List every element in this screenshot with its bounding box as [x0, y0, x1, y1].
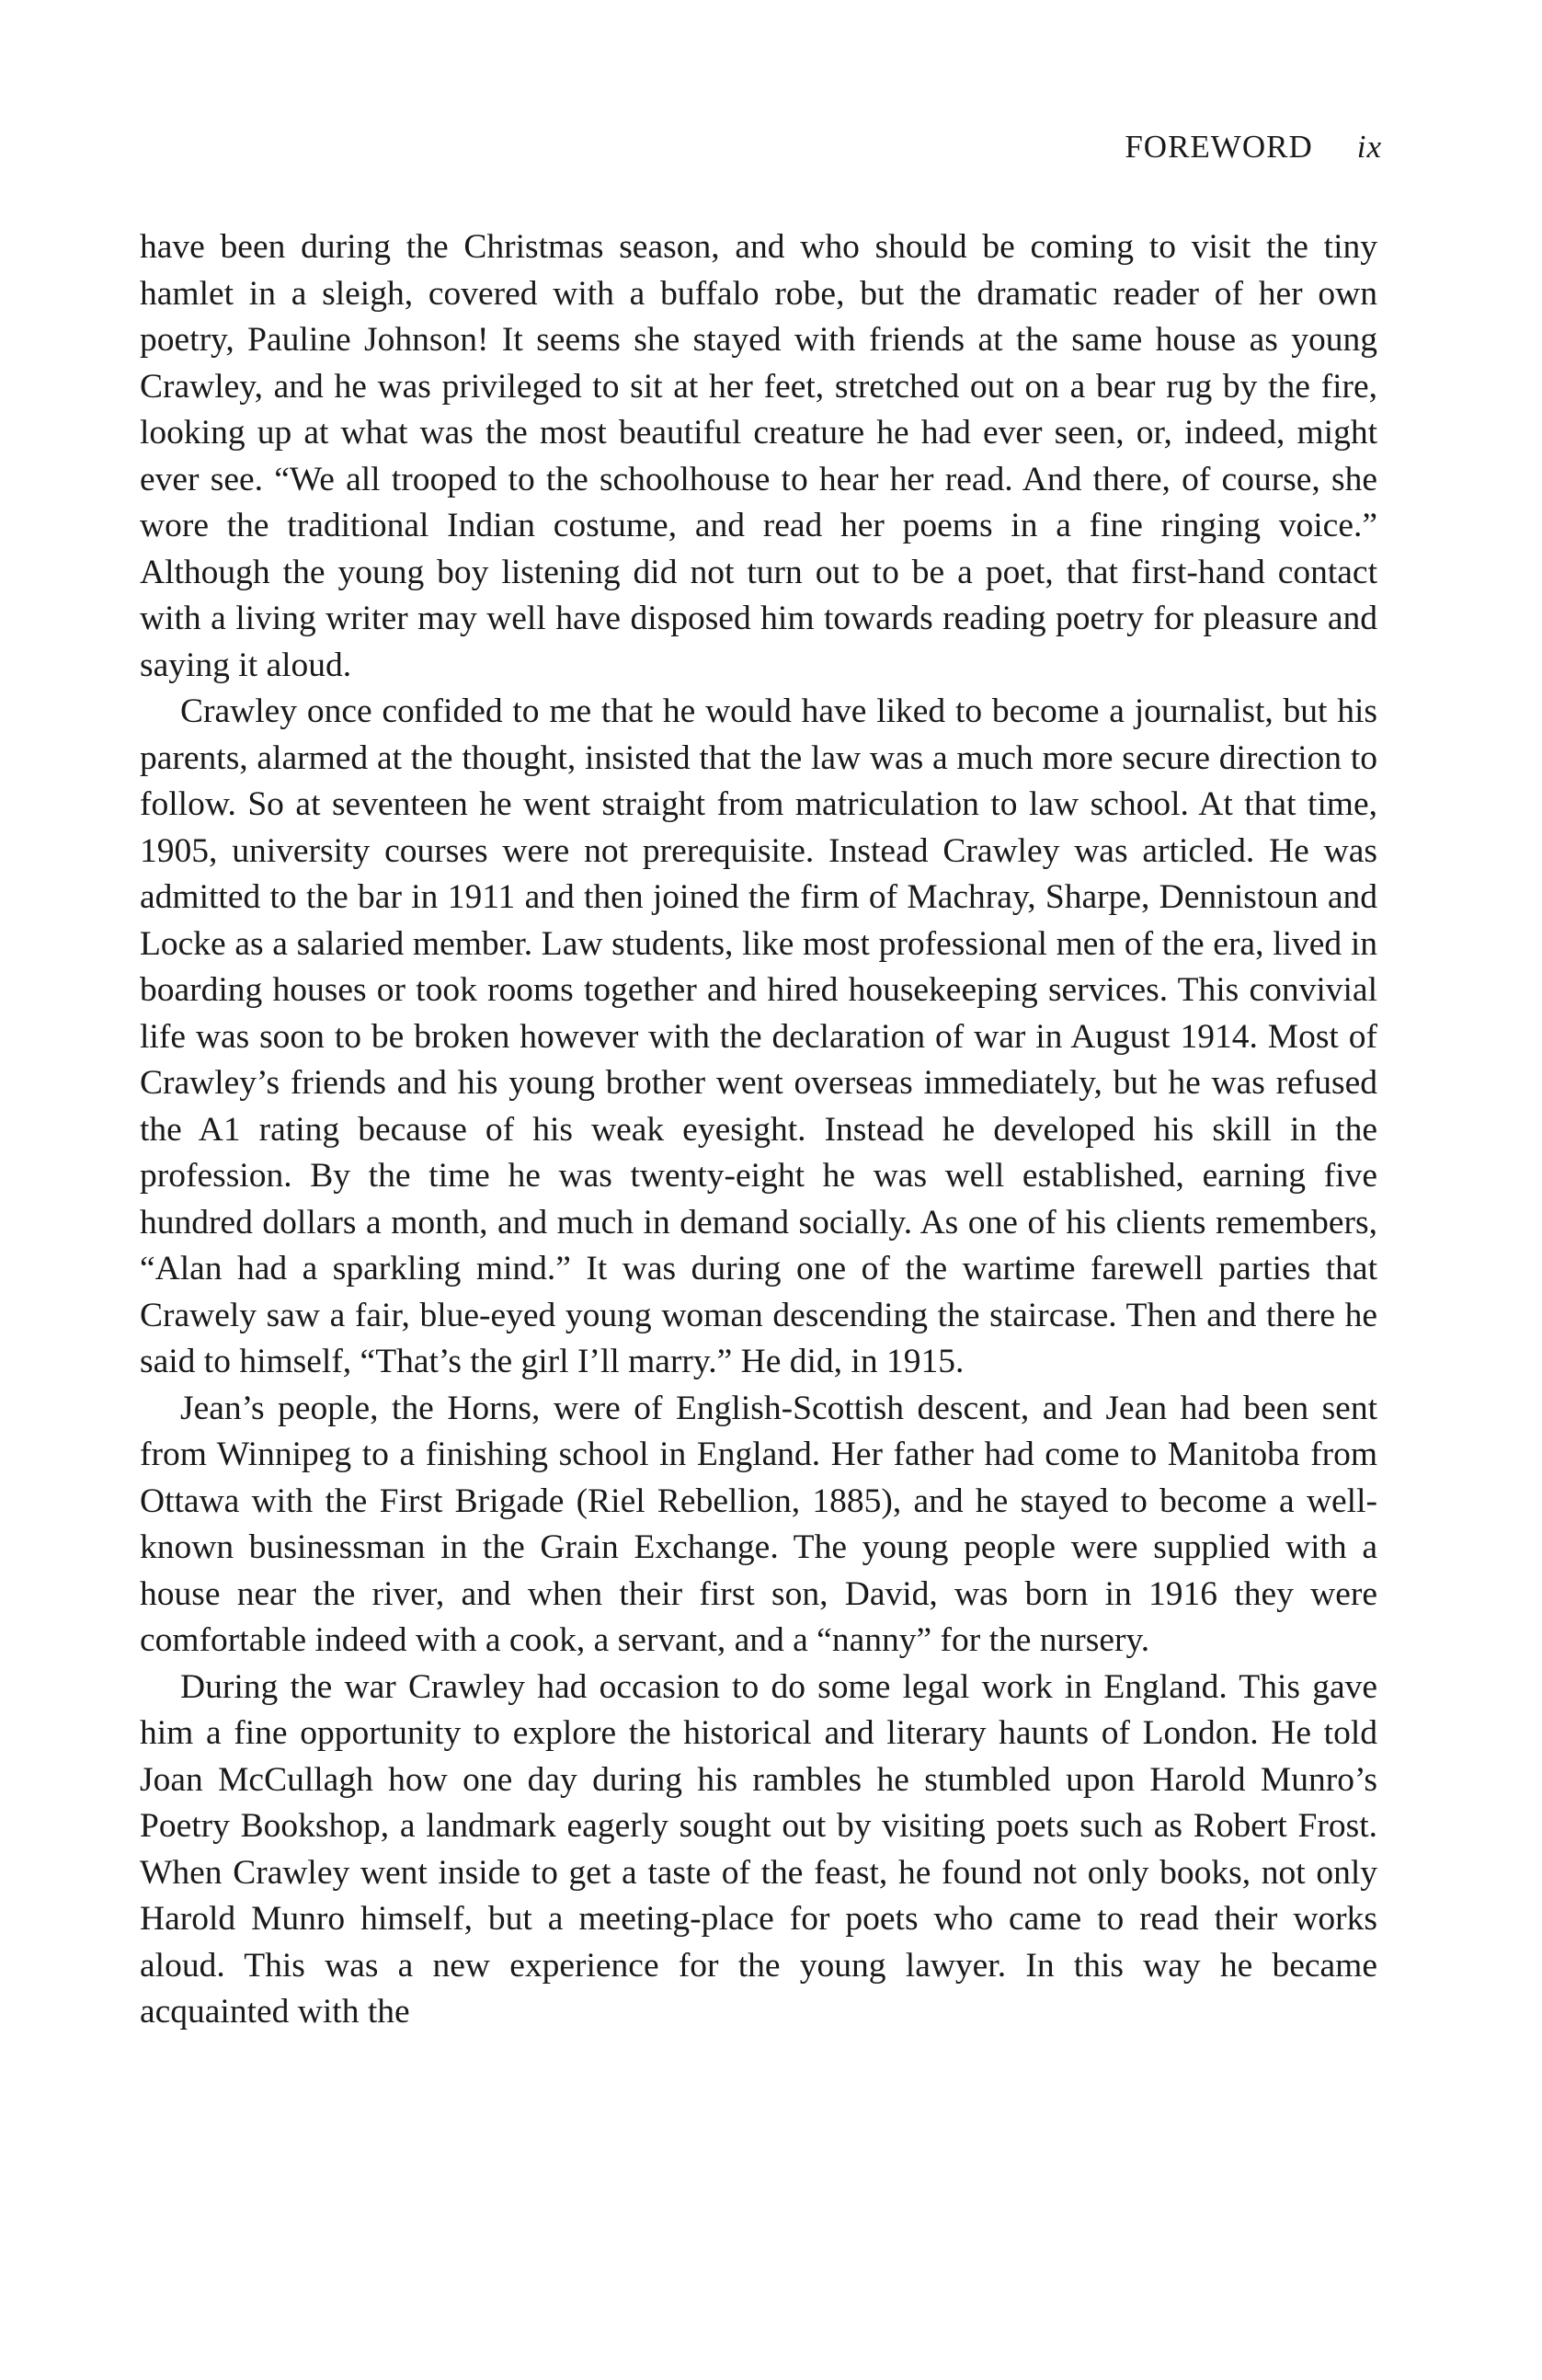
paragraph-career: Crawley once confided to me that he would have liked to become a journalist, but his parents, alarmed at the thought, insisted that the law was a much more secure direction to follow. So at seventeen he went straight from matriculation to law school. At that time, 1905, university courses were not prerequisite. Instead Crawley was articled. He was admitted to the bar in 1911 and then joined the firm of Machray, Sharpe, Dennistoun and Locke as a salaried member. Law students, like most professional men of the era, lived in boarding houses or took rooms together and hired housekeeping services. This convivial life was soon to be broken however with the declaration of war in August 1914. Most of Crawley’s friends and his young brother went overseas immediately, but he was refused the A1 rating because of his weak eyesight. Instead he developed his skill in the profession. By the time he was twenty-eight he was well established, earning five hundred dollars a month, and much in demand socially. As one of his clients remembers, “Alan had a sparkling mind.” It was during one of the wartime farewell parties that Crawely saw a fair, blue-eyed young woman descending the staircase. Then and there he said to himself, “That’s the girl I’ll marry.” He did, in 1915.	[140, 692, 1377, 1380]
body-text	[140, 224, 1377, 2036]
paragraph-continued: have been during the Christmas season, and who should be coming to visit the tiny hamlet in a sleigh, covered with a buffalo robe, but the dramatic reader of her own poetry, Pauline Johnson! It seems she stayed with friends at the same house as young Crawley, and he was privileged to sit at her feet, stretched out on a bear rug by the fire, looking up at what was the most beautiful creature he had ever seen, or, indeed, might ever see. “We all trooped to the schoolhouse to hear her read. And there, of course, she wore the traditional Indian costume, and read her poems in a fine ringing voice.” Although the young boy listening did not turn out to be a poet, that first-hand contact with a living writer may well have disposed him towards reading poetry for pleasure and saying it aloud.	[140, 228, 1377, 684]
paragraph-family: Jean’s people, the Horns, were of English-Scottish descent, and Jean had been sent from Winnipeg to a finishing school in England. Her father had come to Manitoba from Ottawa with the First Brigade (Riel Rebellion, 1885), and he stayed to become a well-known businessman in the Grain Exchange. The young people were supplied with a house near the river, and when their first son, David, was born in 1916 they were comfortable indeed with a cook, a servant, and a “nanny” for the nursery.	[140, 1389, 1377, 1659]
paragraph-london: During the war Crawley had occasion to do some legal work in England. This gave him a fine opportunity to explore the historical and literary haunts of London. He told Joan McCullagh how one day during his rambles he stumbled upon Harold Munro’s Poetry Bookshop, a landmark eagerly sought out by visiting poets such as Robert Frost. When Crawley went inside to get a taste of the feast, he found not only books, not only Harold Munro himself, but a meeting-place for poets who came to read their works aloud. This was a new experience for the young lawyer. In this way he became acquainted with the	[140, 1667, 1377, 2031]
running-header	[1125, 129, 1382, 166]
page-number: ix	[1356, 129, 1382, 165]
running-title: FOREWORD	[1125, 129, 1313, 165]
